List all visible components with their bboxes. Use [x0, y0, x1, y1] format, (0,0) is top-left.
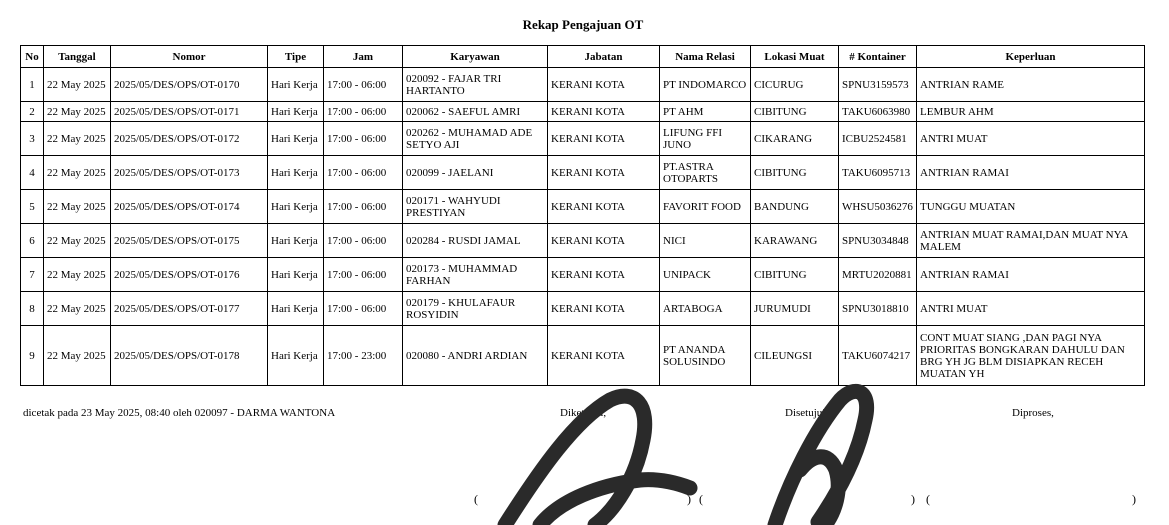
cell-nama-relasi: ARTABOGA — [660, 292, 751, 326]
cell-tanggal: 22 May 2025 — [44, 102, 111, 122]
cell-nama-relasi: PT AHM — [660, 102, 751, 122]
cell-jam: 17:00 - 06:00 — [324, 292, 403, 326]
col-header-nama-relasi: Nama Relasi — [660, 46, 751, 68]
cell-jabatan: KERANI KOTA — [548, 224, 660, 258]
table-row — [21, 292, 1145, 326]
cell-lokasi-muat: BANDUNG — [751, 190, 839, 224]
cell-keperluan: ANTRIAN RAMAI — [917, 258, 1145, 292]
printed-info: dicetak pada 23 May 2025, 08:40 oleh 020097 - DARMA WANTONA — [23, 407, 336, 419]
cell-kontainer: TAKU6063980 — [839, 102, 917, 122]
cell-jabatan: KERANI KOTA — [548, 68, 660, 102]
sig-approved-close-paren: ) — [911, 492, 915, 506]
col-header-kontainer: # Kontainer — [839, 46, 917, 68]
cell-tanggal: 22 May 2025 — [44, 156, 111, 190]
cell-jam: 17:00 - 06:00 — [324, 68, 403, 102]
table-row — [21, 122, 1145, 156]
cell-nomor: 2025/05/DES/OPS/OT-0174 — [111, 190, 268, 224]
cell-nama-relasi: PT.ASTRA OTOPARTS — [660, 156, 751, 190]
cell-tanggal: 22 May 2025 — [44, 68, 111, 102]
col-header-karyawan: Karyawan — [403, 46, 548, 68]
cell-no: 3 — [21, 122, 44, 156]
cell-nomor: 2025/05/DES/OPS/OT-0176 — [111, 258, 268, 292]
cell-nomor: 2025/05/DES/OPS/OT-0175 — [111, 224, 268, 258]
cell-nama-relasi: FAVORIT FOOD — [660, 190, 751, 224]
ot-table — [20, 45, 1145, 386]
cell-nama-relasi: PT ANANDA SOLUSINDO — [660, 326, 751, 386]
cell-karyawan: 020179 - KHULAFAUR ROSYIDIN — [403, 292, 548, 326]
cell-nomor: 2025/05/DES/OPS/OT-0177 — [111, 292, 268, 326]
cell-jam: 17:00 - 06:00 — [324, 258, 403, 292]
cell-nomor: 2025/05/DES/OPS/OT-0178 — [111, 326, 268, 386]
cell-lokasi-muat: CIBITUNG — [751, 258, 839, 292]
cell-tipe: Hari Kerja — [268, 156, 324, 190]
cell-no: 2 — [21, 102, 44, 122]
cell-jam: 17:00 - 06:00 — [324, 224, 403, 258]
cell-no: 8 — [21, 292, 44, 326]
col-header-tanggal: Tanggal — [44, 46, 111, 68]
col-header-lokasi-muat: Lokasi Muat — [751, 46, 839, 68]
cell-tanggal: 22 May 2025 — [44, 224, 111, 258]
cell-keperluan: ANTRI MUAT — [917, 292, 1145, 326]
cell-nomor: 2025/05/DES/OPS/OT-0172 — [111, 122, 268, 156]
cell-lokasi-muat: JURUMUDI — [751, 292, 839, 326]
table-row — [21, 156, 1145, 190]
cell-nama-relasi: PT INDOMARCO — [660, 68, 751, 102]
cell-lokasi-muat: CILEUNGSI — [751, 326, 839, 386]
sig-known-close-paren: ) — [687, 492, 691, 506]
cell-tanggal: 22 May 2025 — [44, 326, 111, 386]
cell-no: 7 — [21, 258, 44, 292]
table-row — [21, 190, 1145, 224]
known-label: Diketahui, — [560, 407, 607, 419]
cell-keperluan: ANTRIAN RAMAI — [917, 156, 1145, 190]
cell-keperluan: CONT MUAT SIANG ,DAN PAGI NYA PRIORITAS BONGKARAN DAHULU DAN BRG YH JG BLM DISIAPKAN RECEH MUATAN YH — [917, 326, 1145, 386]
col-header-jam: Jam — [324, 46, 403, 68]
cell-tipe: Hari Kerja — [268, 292, 324, 326]
sig-known-open-paren: ( — [474, 492, 478, 506]
cell-karyawan: 020171 - WAHYUDI PRESTIYAN — [403, 190, 548, 224]
cell-karyawan: 020080 - ANDRI ARDIAN — [403, 326, 548, 386]
table-row — [21, 326, 1145, 386]
cell-kontainer: SPNU3159573 — [839, 68, 917, 102]
table-row — [21, 258, 1145, 292]
cell-jabatan: KERANI KOTA — [548, 326, 660, 386]
cell-no: 4 — [21, 156, 44, 190]
col-header-keperluan: Keperluan — [917, 46, 1145, 68]
cell-tipe: Hari Kerja — [268, 258, 324, 292]
cell-karyawan: 020099 - JAELANI — [403, 156, 548, 190]
cell-lokasi-muat: CIBITUNG — [751, 156, 839, 190]
table-row — [21, 224, 1145, 258]
table-row — [21, 102, 1145, 122]
cell-no: 5 — [21, 190, 44, 224]
cell-kontainer: TAKU6074217 — [839, 326, 917, 386]
cell-tanggal: 22 May 2025 — [44, 122, 111, 156]
cell-jam: 17:00 - 23:00 — [324, 326, 403, 386]
cell-kontainer: TAKU6095713 — [839, 156, 917, 190]
cell-karyawan: 020262 - MUHAMAD ADE SETYO AJI — [403, 122, 548, 156]
cell-karyawan: 020173 - MUHAMMAD FARHAN — [403, 258, 548, 292]
cell-kontainer: SPNU3034848 — [839, 224, 917, 258]
cell-keperluan: LEMBUR AHM — [917, 102, 1145, 122]
cell-keperluan: TUNGGU MUATAN — [917, 190, 1145, 224]
cell-tanggal: 22 May 2025 — [44, 190, 111, 224]
cell-no: 6 — [21, 224, 44, 258]
cell-nomor: 2025/05/DES/OPS/OT-0170 — [111, 68, 268, 102]
cell-kontainer: SPNU3018810 — [839, 292, 917, 326]
cell-nomor: 2025/05/DES/OPS/OT-0171 — [111, 102, 268, 122]
cell-tipe: Hari Kerja — [268, 190, 324, 224]
cell-karyawan: 020062 - SAEFUL AMRI — [403, 102, 548, 122]
cell-nama-relasi: LIFUNG FFI JUNO — [660, 122, 751, 156]
cell-no: 1 — [21, 68, 44, 102]
cell-jabatan: KERANI KOTA — [548, 258, 660, 292]
col-header-jabatan: Jabatan — [548, 46, 660, 68]
report-title: Rekap Pengajuan OT — [522, 17, 644, 32]
cell-tipe: Hari Kerja — [268, 224, 324, 258]
approved-label: Disetujui, — [785, 407, 829, 419]
cell-kontainer: MRTU2020881 — [839, 258, 917, 292]
cell-nomor: 2025/05/DES/OPS/OT-0173 — [111, 156, 268, 190]
cell-karyawan: 020092 - FAJAR TRI HARTANTO — [403, 68, 548, 102]
cell-karyawan: 020284 - RUSDI JAMAL — [403, 224, 548, 258]
col-header-tipe: Tipe — [268, 46, 324, 68]
processed-label: Diproses, — [1012, 407, 1054, 419]
cell-kontainer: ICBU2524581 — [839, 122, 917, 156]
col-header-nomor: Nomor — [111, 46, 268, 68]
cell-jabatan: KERANI KOTA — [548, 156, 660, 190]
cell-kontainer: WHSU5036276 — [839, 190, 917, 224]
table-header-row — [21, 46, 1145, 68]
cell-nama-relasi: NICI — [660, 224, 751, 258]
cell-jam: 17:00 - 06:00 — [324, 102, 403, 122]
cell-lokasi-muat: CIKARANG — [751, 122, 839, 156]
cell-keperluan: ANTRI MUAT — [917, 122, 1145, 156]
col-header-no: No — [21, 46, 44, 68]
cell-keperluan: ANTRIAN MUAT RAMAI,DAN MUAT NYA MALEM — [917, 224, 1145, 258]
cell-no: 9 — [21, 326, 44, 386]
cell-jam: 17:00 - 06:00 — [324, 122, 403, 156]
sig-processed-open-paren: ( — [926, 492, 930, 506]
cell-tanggal: 22 May 2025 — [44, 292, 111, 326]
cell-jabatan: KERANI KOTA — [548, 190, 660, 224]
cell-tipe: Hari Kerja — [268, 122, 324, 156]
table-row — [21, 68, 1145, 102]
cell-tipe: Hari Kerja — [268, 326, 324, 386]
cell-keperluan: ANTRIAN RAME — [917, 68, 1145, 102]
cell-jam: 17:00 - 06:00 — [324, 156, 403, 190]
cell-lokasi-muat: CICURUG — [751, 68, 839, 102]
cell-lokasi-muat: CIBITUNG — [751, 102, 839, 122]
cell-tanggal: 22 May 2025 — [44, 258, 111, 292]
cell-jabatan: KERANI KOTA — [548, 102, 660, 122]
cell-tipe: Hari Kerja — [268, 68, 324, 102]
sig-approved-open-paren: ( — [699, 492, 703, 506]
cell-jabatan: KERANI KOTA — [548, 292, 660, 326]
cell-tipe: Hari Kerja — [268, 102, 324, 122]
cell-jam: 17:00 - 06:00 — [324, 190, 403, 224]
cell-lokasi-muat: KARAWANG — [751, 224, 839, 258]
cell-nama-relasi: UNIPACK — [660, 258, 751, 292]
sig-processed-close-paren: ) — [1132, 492, 1136, 506]
cell-jabatan: KERANI KOTA — [548, 122, 660, 156]
